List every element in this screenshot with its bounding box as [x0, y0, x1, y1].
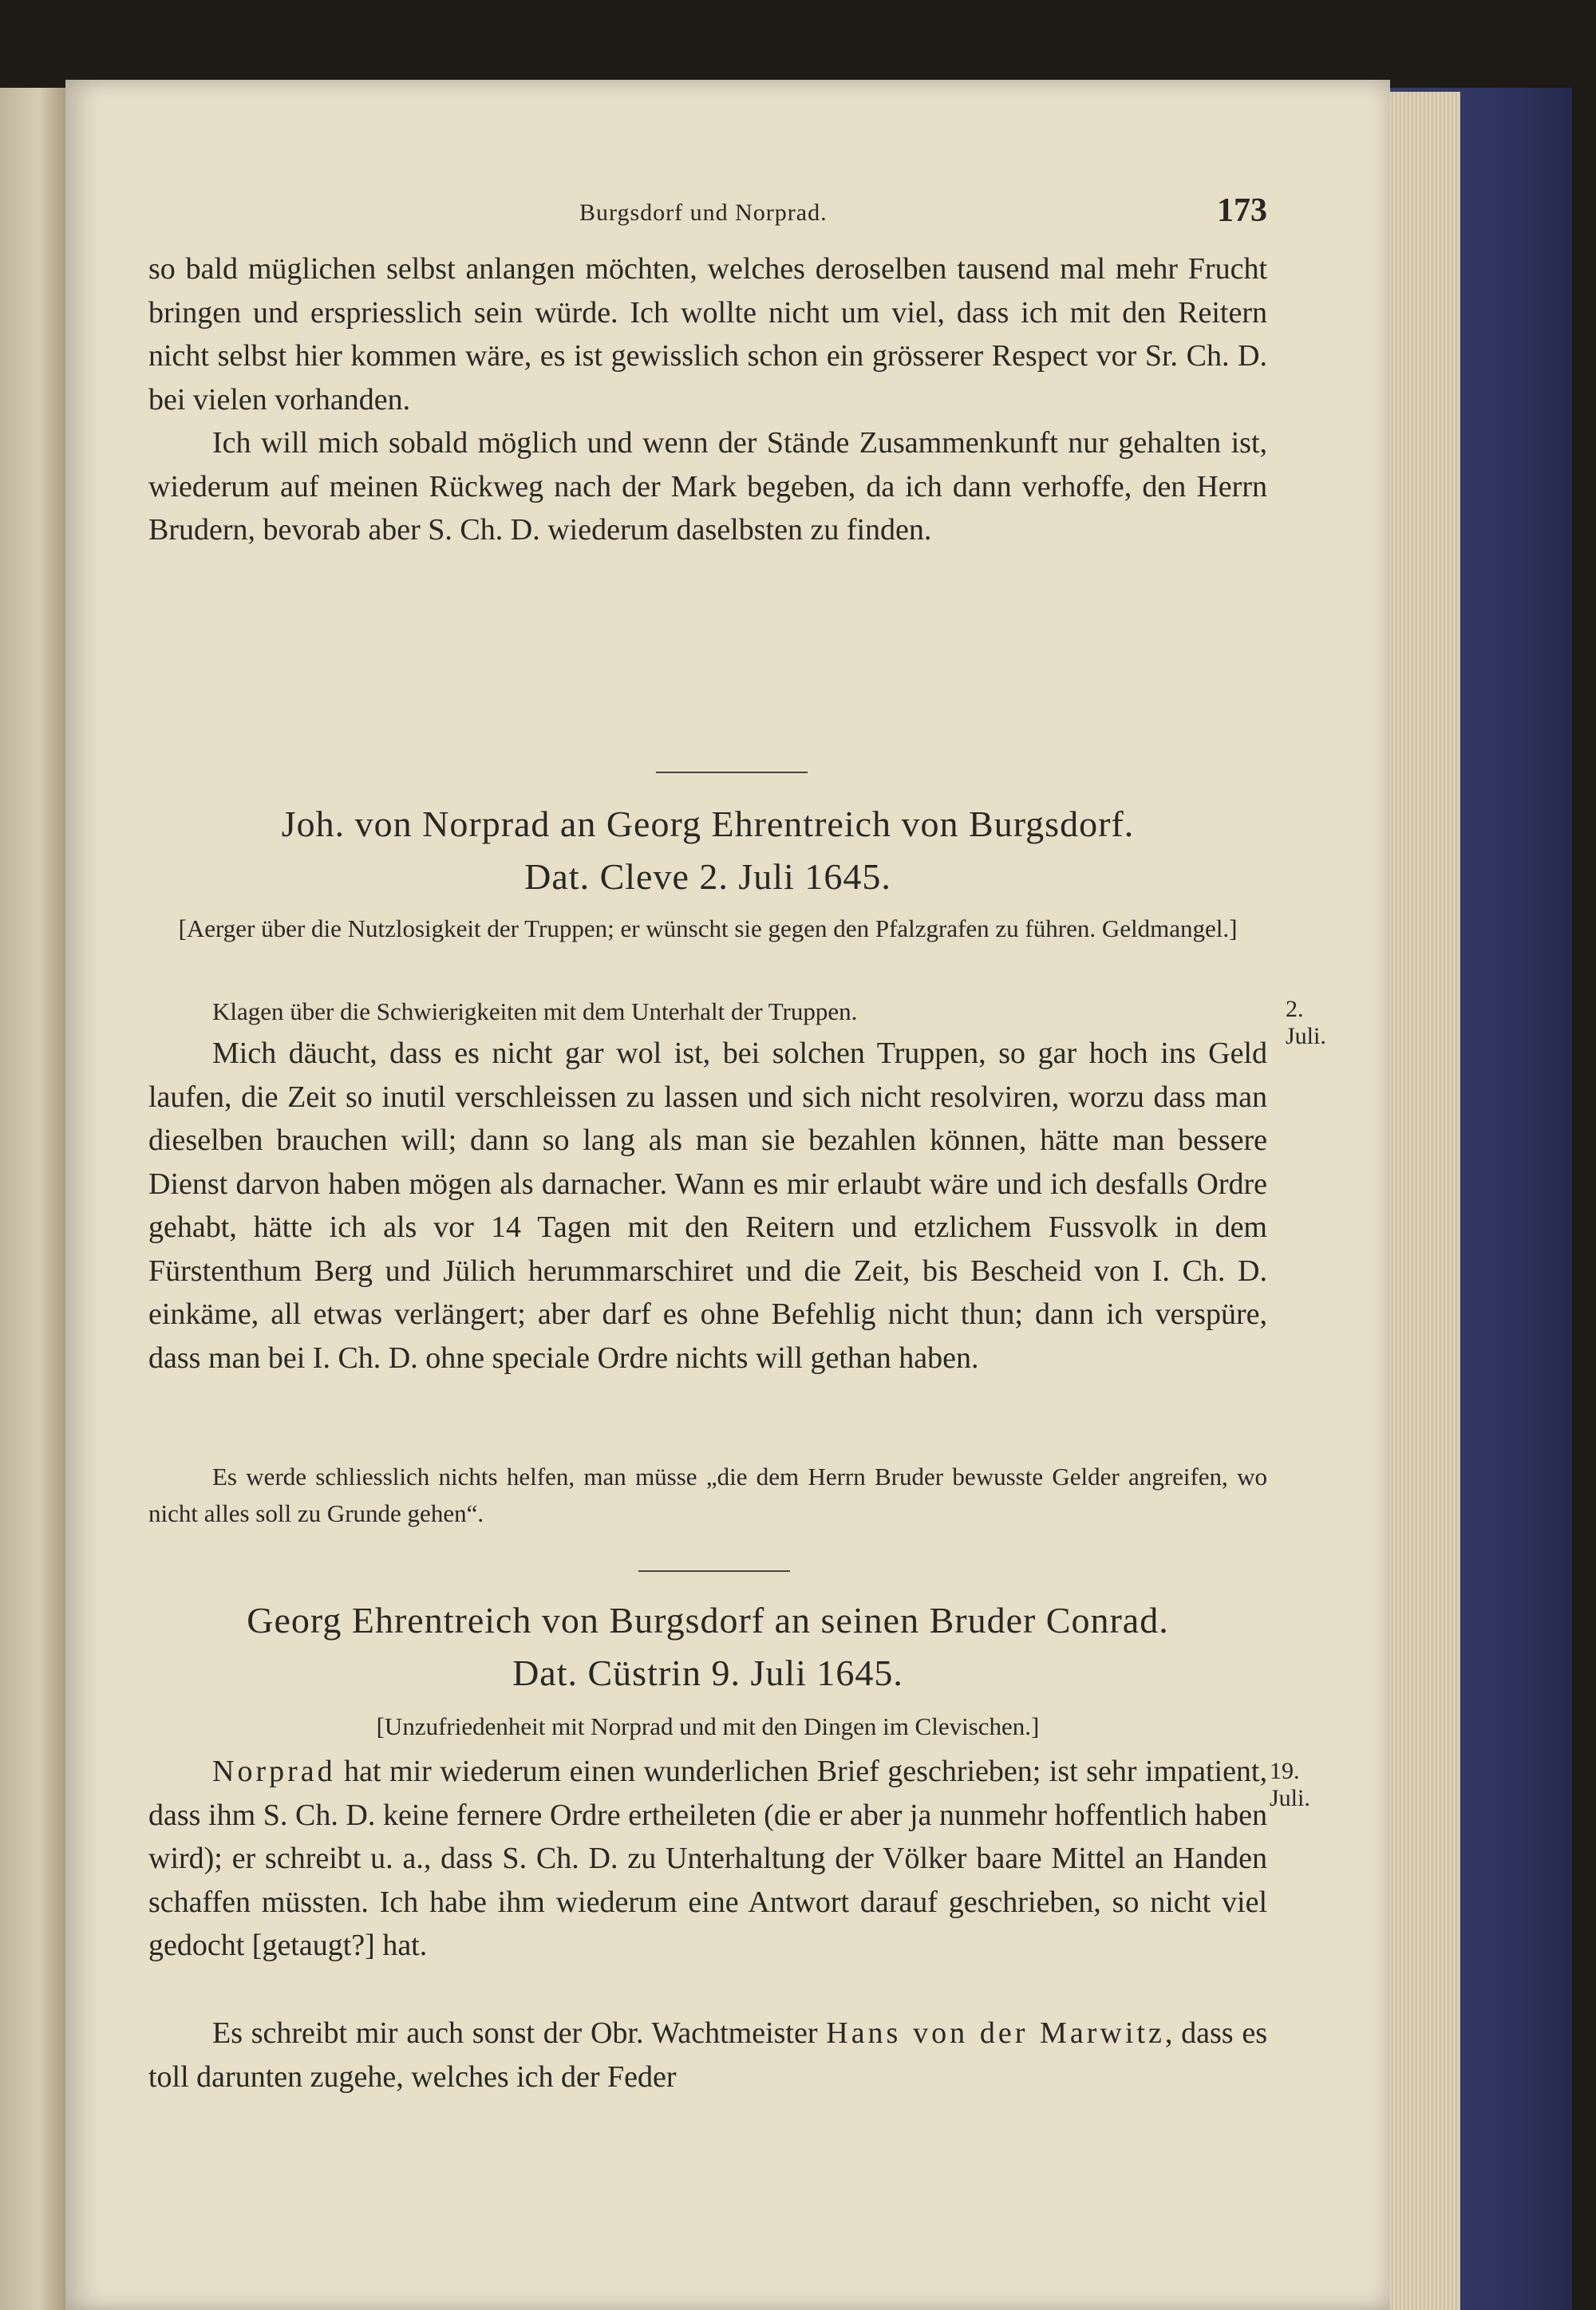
- letter2-heading-line2: Dat. Cüstrin 9. Juli 1645.: [512, 1653, 903, 1693]
- running-head: [148, 192, 1267, 239]
- name-hans-von-der-marwitz: Hans von der Marwitz: [826, 2016, 1165, 2050]
- letter2-body-2-end: , dass es toll darunten zugehe, welches ich der Feder: [148, 2016, 1267, 2094]
- letter1-summary-1: Klagen über die Schwierigkeiten mit dem Unterhalt der Truppen.: [212, 997, 858, 1025]
- page-number: 173: [1217, 192, 1267, 229]
- left-page-edge: [0, 88, 65, 2310]
- section-divider-1: [656, 772, 808, 773]
- section-divider-2: [638, 1570, 790, 1572]
- margin-date-2-juli: 2. Juli.: [1286, 996, 1326, 1049]
- letter2-body-2: [148, 2012, 1267, 2099]
- running-head-title: Burgsdorf und Norprad.: [579, 199, 828, 226]
- paragraph-2: Ich will mich sobald möglich und wenn der Stände Zusammenkunft nur gehalten ist, wiederum auf meinen Rückweg nach der Mark begeben, da ich dann verhoffe, den Herrn Brudern, bevorab aber S. Ch. D. wiederum daselbsten zu finden.: [148, 426, 1267, 547]
- letter1-summary-2: Es werde schliesslich nichts helfen, man müsse „die dem Herrn Bruder bewusste Gelder angreifen, wo nicht alles soll zu Grunde gehen“.: [148, 1463, 1267, 1527]
- letter2-heading-line1: Georg Ehrentreich von Burgsdorf an seinen Bruder Conrad.: [247, 1600, 1169, 1641]
- letter2-body-1: [148, 1750, 1267, 1968]
- letter2-body-2-start: Es schreibt mir auch sonst der Obr. Wachtmeister: [212, 2016, 827, 2050]
- paragraph-1: so bald müglichen selbst anlangen möchten, welches deroselben tausend mal mehr Frucht bringen und erspriesslich sein würde. Ich wollte nicht um viel, dass ich mit den Reitern nicht selbst hier kommen wäre, es ist gewisslich schon ein grösserer Respect vor Sr. Ch. D. bei vielen vorhanden.: [148, 252, 1267, 417]
- letter2-body-1-text: hat mir wiederum einen wunderlichen Brief geschrieben; ist sehr impatient, dass ihm S. Ch. D. keine fernere Ordre ertheileten (die er aber ja nunmehr hoffentlich haben wird); er schreibt u. a., dass S. Ch. D. zu Unterhaltung der Völker baare Mittel an Handen schaffen müssten. Ich habe ihm wiederum eine Antwort darauf geschrieben, so nicht viel gedocht [getaugt?] hat.: [148, 1755, 1267, 1962]
- book-page: [65, 80, 1390, 2310]
- letter1-body: Mich däucht, dass es nicht gar wol ist, bei solchen Truppen, so gar hoch ins Geld laufen, die Zeit so inutil verschleissen zu lassen und sich nicht resolviren, worzu dass man dieselben brauchen will; dann so lang als man sie bezahlen können, hätte man bessere Dienst darvon haben mögen als darnacher. Wann es mir erlaubt wäre und ich desfalls Ordre gehabt, hätte ich als vor 14 Tagen mit den Reitern und etzlichem Fussvolk in dem Fürstenthum Berg und Jülich herummarschiret und die Zeit, bis Bescheid von I. Ch. D. einkäme, all etwas verlängert; aber darf es ohne Befehlig nicht thun; dann ich verspüre, dass man bei I. Ch. D. ohne speciale Ordre nichts will gethan haben.: [148, 1037, 1267, 1375]
- letter1-heading-line1: Joh. von Norprad an Georg Ehrentreich von Burgsdorf.: [281, 804, 1135, 844]
- margin-date-19-juli: 19. Juli.: [1270, 1758, 1310, 1811]
- letter2-abstract: [Unzufriedenheit mit Norprad und mit den Dingen im Clevischen.]: [376, 1712, 1040, 1740]
- letter1-abstract: [Aerger über die Nutzlosigkeit der Truppen; er wünscht sie gegen den Pfalzgrafen zu führen. Geldmangel.]: [178, 914, 1238, 942]
- letter1-heading-line2: Dat. Cleve 2. Juli 1645.: [524, 856, 891, 897]
- name-norprad: Norprad: [212, 1755, 336, 1788]
